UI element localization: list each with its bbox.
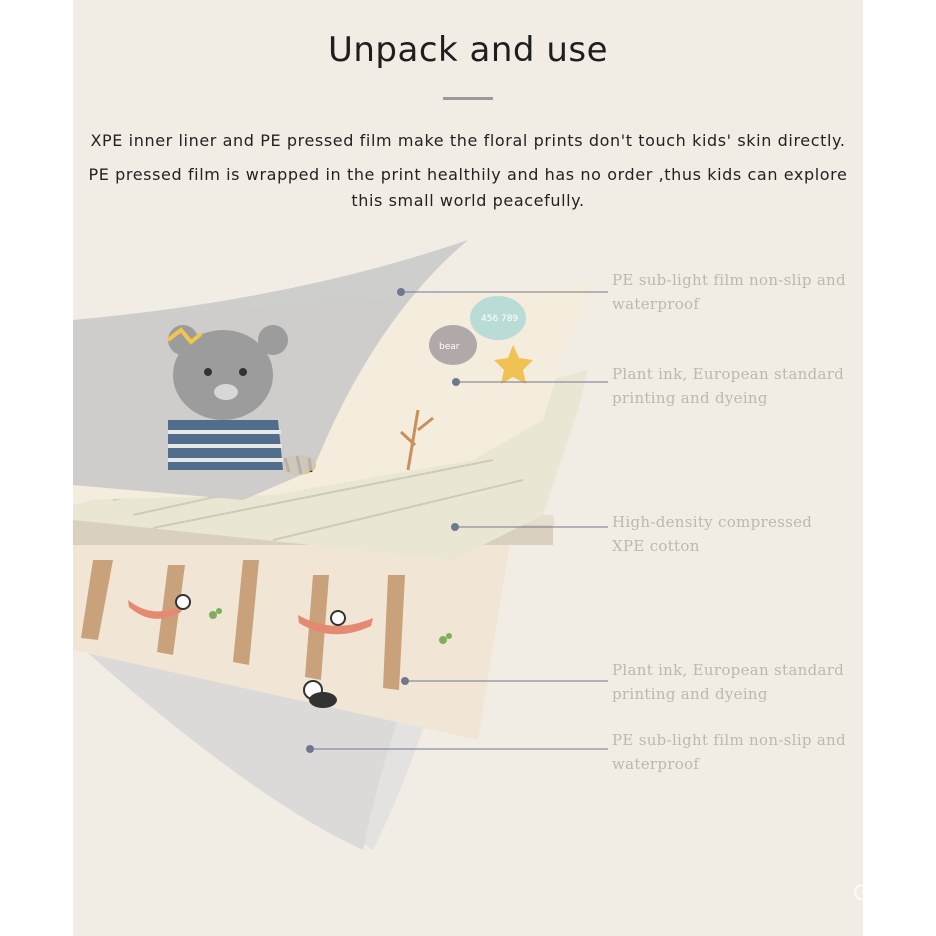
description-line-2b: this small world peacefully.: [351, 191, 585, 210]
callout-text: waterproof: [612, 295, 700, 313]
callout-text: printing and dyeing: [612, 389, 768, 407]
mat-layers-illustration: [73, 0, 863, 936]
callout-text: XPE cotton: [612, 537, 700, 555]
callout-dot-4: [401, 677, 409, 685]
callout-xpe-cotton: [612, 510, 862, 558]
callout-pe-film-bottom: [612, 728, 862, 776]
callout-text: High-density compressed: [612, 513, 813, 531]
page-title: Unpack and use: [328, 30, 608, 70]
callout-text: PE sub-light film non-slip and: [612, 271, 846, 289]
balloon-numbers: 456 789: [481, 314, 519, 324]
product-panel: [73, 0, 913, 936]
callout-dot-2: [452, 378, 460, 386]
callout-text: Plant ink, European standard: [612, 661, 845, 679]
callout-text: Plant ink, European standard: [612, 365, 845, 383]
description-line-1: XPE inner liner and PE pressed film make the floral prints don't touch kids' skin directly.: [90, 131, 846, 150]
callout-dot-1: [397, 288, 405, 296]
callout-text: printing and dyeing: [612, 685, 768, 703]
callout-pe-film-top: [612, 268, 862, 316]
description-line-2a: PE pressed film is wrapped in the print healthily and has no order ,thus kids can explore: [88, 165, 848, 184]
watermark: Grace: [853, 880, 913, 905]
balloon-label: bear: [439, 342, 460, 352]
callout-text: waterproof: [612, 755, 700, 773]
callout-plant-ink-top: [612, 362, 862, 410]
callout-dot-5: [306, 745, 314, 753]
callout-plant-ink-bottom: [612, 658, 862, 706]
callout-text: PE sub-light film non-slip and: [612, 731, 846, 749]
callout-dot-3: [451, 523, 459, 531]
